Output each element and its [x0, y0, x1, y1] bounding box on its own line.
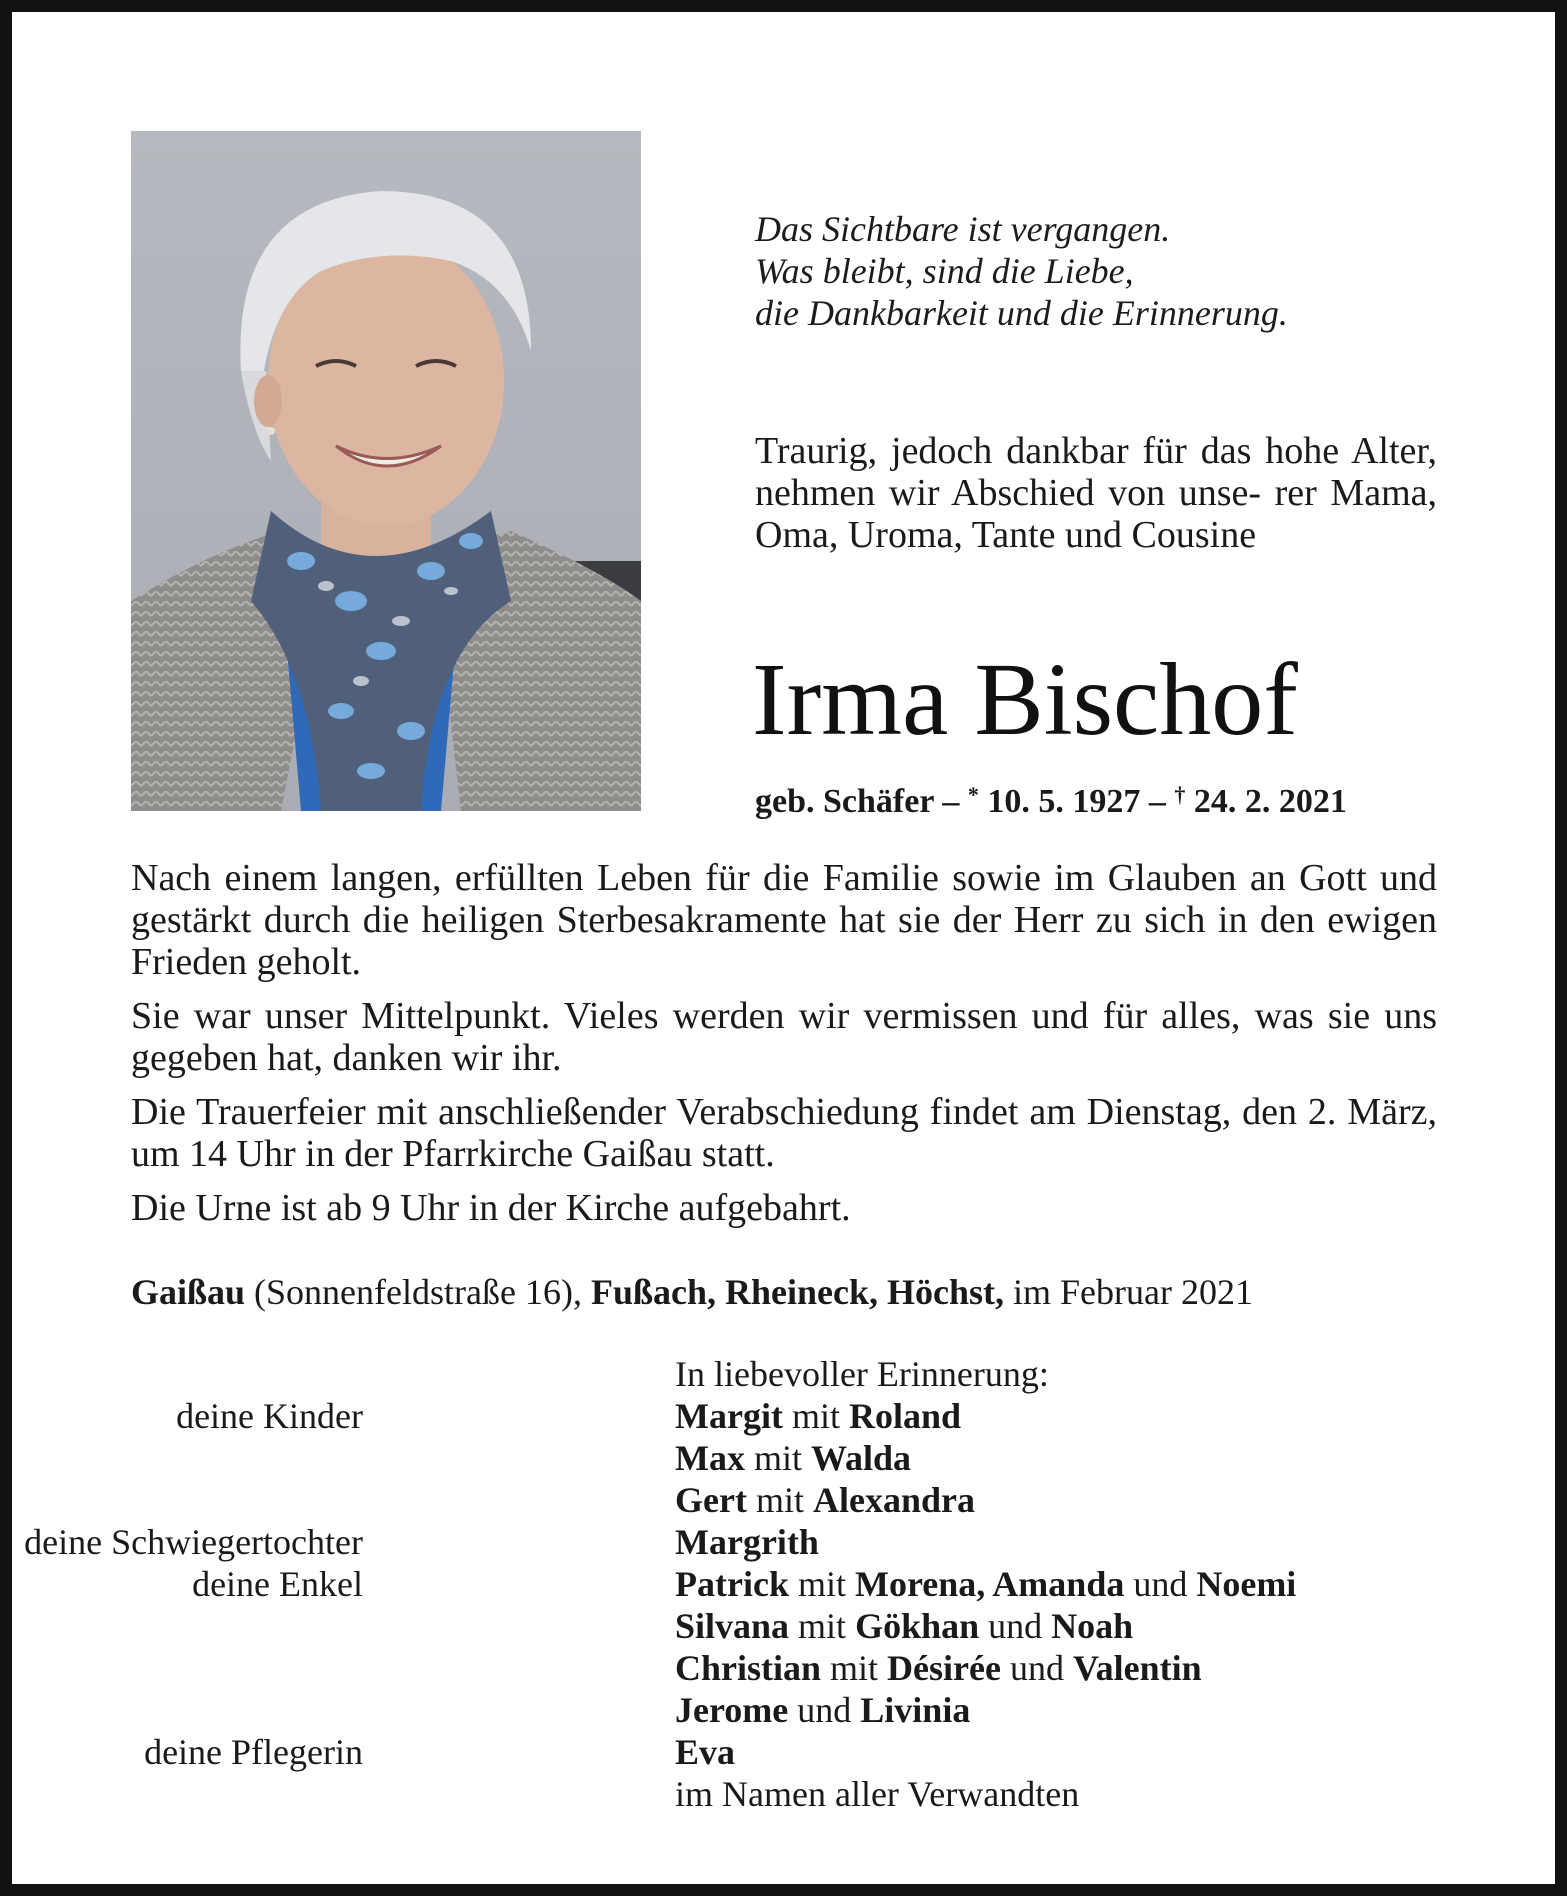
dash: –	[1148, 783, 1166, 820]
family-rows	[24, 1395, 1437, 1815]
relatives-names	[675, 1773, 1079, 1815]
relatives-names	[675, 1731, 735, 1773]
connector-text: und	[788, 1690, 861, 1730]
portrait-photo	[131, 131, 641, 811]
relative-name: Christian	[675, 1648, 822, 1688]
connector-text: und	[1124, 1564, 1197, 1604]
deceased-name: Irma Bischof	[752, 642, 1298, 757]
connector-text: mit	[744, 1438, 811, 1478]
family-row	[131, 1773, 1437, 1815]
relative-name: Alexandra	[812, 1480, 975, 1520]
relative-name: Walda	[811, 1438, 912, 1478]
motto-line: Was bleibt, sind die Liebe,	[755, 251, 1134, 291]
maiden-name: geb. Schäfer	[755, 783, 934, 820]
relative-name: Jerome	[675, 1690, 789, 1730]
birth-date: 10. 5. 1927	[987, 783, 1141, 820]
relatives-names	[675, 1563, 1296, 1605]
family-row	[131, 1563, 1437, 1605]
family-heading: In liebevoller Erinnerung:	[675, 1354, 1049, 1394]
relation-label: deine Kinder	[176, 1396, 363, 1436]
birth-symbol: *	[967, 782, 979, 807]
relation-label: deine Schwiegertochter	[24, 1522, 363, 1562]
relatives-names	[675, 1605, 1133, 1647]
relative-name: Livinia	[860, 1690, 971, 1730]
connector-text: mit	[789, 1606, 856, 1646]
family-row	[131, 1689, 1437, 1731]
family-row	[131, 1479, 1437, 1521]
motto-line: Das Sichtbare ist vergangen.	[755, 209, 1171, 249]
obituary-body	[131, 857, 1437, 1241]
connector-text: und	[979, 1606, 1052, 1646]
relative-name: Noah	[1051, 1606, 1134, 1646]
relation-label: deine Enkel	[192, 1564, 363, 1604]
connector-text: mit	[821, 1648, 888, 1688]
connector-text: mit	[782, 1396, 849, 1436]
relative-name: Désirée	[887, 1648, 1001, 1688]
relative-name: Morena, Amanda	[854, 1564, 1125, 1604]
relative-name: Max	[675, 1438, 745, 1478]
motto-quote	[755, 208, 1455, 334]
relatives-names	[675, 1521, 819, 1563]
body-paragraph: Sie war unser Mittelpunkt. Vieles werden wir vermissen und für alles, was sie uns gegeben hat, danken wir ihr.	[131, 995, 1437, 1079]
connector-text: und	[1000, 1648, 1073, 1688]
family-row	[131, 1395, 1437, 1437]
connector-text: mit	[746, 1480, 813, 1520]
family-row	[131, 1605, 1437, 1647]
motto-line: die Dankbarkeit und die Erinnerung.	[755, 293, 1288, 333]
relatives-names	[675, 1479, 975, 1521]
death-symbol: †	[1174, 782, 1186, 807]
relative-name: Silvana	[675, 1606, 790, 1646]
body-paragraph: Die Urne ist ab 9 Uhr in der Kirche aufgebahrt.	[131, 1187, 851, 1229]
relative-name: Roland	[848, 1396, 962, 1436]
family-row	[24, 1521, 1437, 1563]
relative-name: Gert	[675, 1480, 747, 1520]
body-paragraph: Die Trauerfeier mit anschließender Verabschiedung findet am Dienstag, den 2. März, um 14 Uhr in der Pfarrkirche Gaißau statt.	[131, 1091, 1437, 1175]
relatives-names	[675, 1437, 911, 1479]
family-row	[131, 1731, 1437, 1773]
family-list	[24, 1353, 1437, 1815]
family-row	[131, 1647, 1437, 1689]
place-and-date	[131, 1271, 1437, 1313]
relatives-names	[675, 1395, 961, 1437]
intro-text: Traurig, jedoch dankbar für das hohe Alter, nehmen wir Abschied von unse- rer Mama, Oma, Uroma, Tante und Cousine	[755, 430, 1437, 556]
connector-text: im Namen aller Verwandten	[675, 1774, 1080, 1814]
relative-name: Margit	[675, 1396, 783, 1436]
relative-name: Eva	[675, 1732, 736, 1772]
place-address: (Sonnenfeldstraße 16),	[245, 1272, 591, 1312]
body-paragraph: Nach einem langen, erfüllten Leben für die Familie sowie im Glauben an Gott und gestärkt durch die heiligen Sterbesakramente hat sie der Herr zu sich in den ewigen Frieden geholt.	[131, 857, 1437, 983]
relatives-names	[675, 1689, 970, 1731]
relative-name: Margrith	[675, 1522, 819, 1562]
relative-name: Valentin	[1072, 1648, 1202, 1688]
relatives-names	[675, 1647, 1202, 1689]
death-date: 24. 2. 2021	[1193, 783, 1347, 820]
place-town: Gaißau	[131, 1272, 246, 1312]
life-dates	[755, 775, 1347, 822]
relative-name: Gökhan	[855, 1606, 980, 1646]
portrait-image	[131, 131, 641, 811]
family-heading-row	[131, 1353, 1437, 1395]
connector-text: mit	[788, 1564, 855, 1604]
family-row	[131, 1437, 1437, 1479]
relative-name: Noemi	[1196, 1564, 1297, 1604]
relative-name: Patrick	[675, 1564, 789, 1604]
dash: –	[942, 783, 960, 820]
place-date: im Februar 2021	[1004, 1272, 1253, 1312]
place-others: Fußach, Rheineck, Höchst,	[590, 1272, 1004, 1312]
relation-label: deine Pflegerin	[144, 1732, 363, 1772]
